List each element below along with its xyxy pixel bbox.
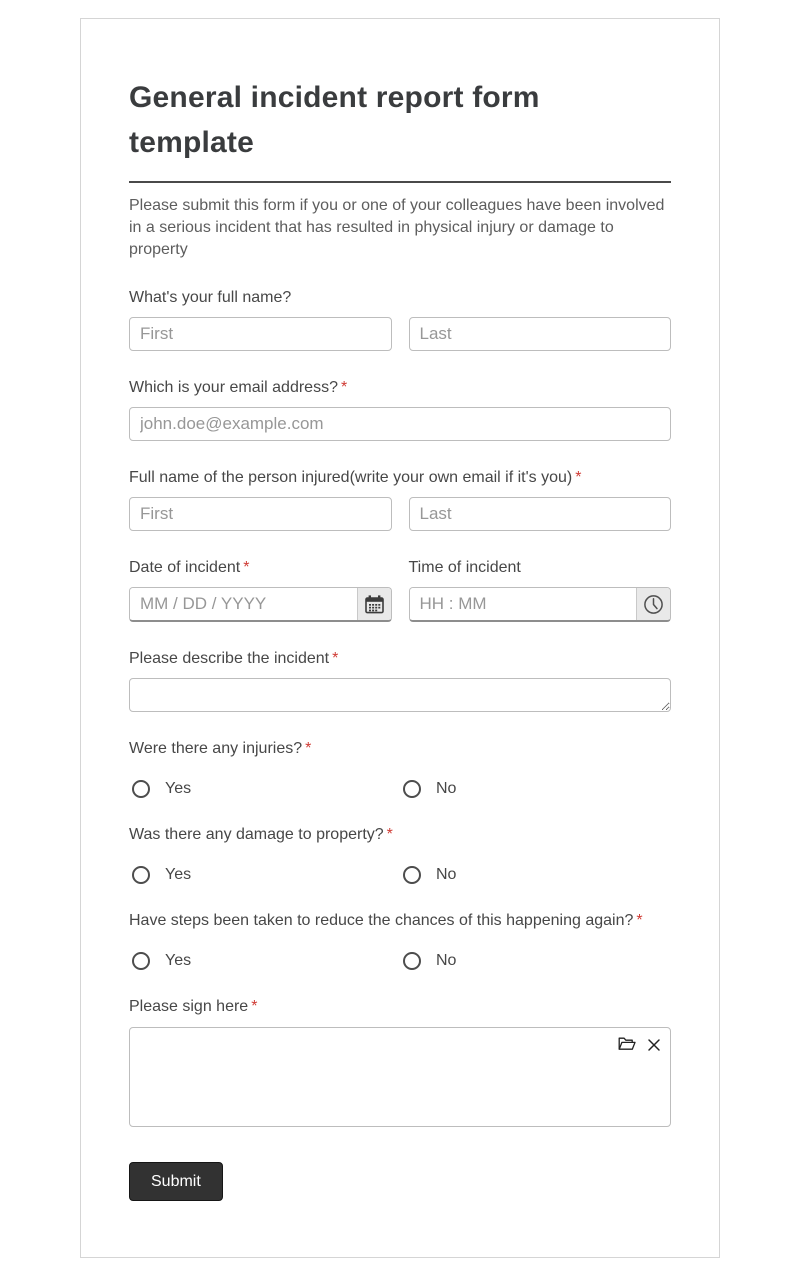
form-card [80, 18, 720, 1258]
time-field [409, 587, 672, 622]
steps-no-radio[interactable]: No [400, 952, 671, 970]
required-asterisk: * [305, 740, 312, 757]
required-asterisk: * [636, 912, 643, 929]
date-field [129, 587, 392, 622]
signature-label: Please sign here * [129, 998, 258, 1015]
injured-first-input[interactable] [129, 497, 392, 531]
full-name-label: What's your full name? [129, 289, 292, 306]
time-picker-button[interactable] [636, 588, 670, 620]
required-asterisk: * [386, 826, 393, 843]
question-signature [129, 997, 671, 1127]
question-email [129, 378, 671, 441]
required-asterisk: * [340, 379, 348, 396]
signature-pad[interactable] [129, 1027, 671, 1127]
radio-circle-icon [403, 952, 421, 970]
clock-icon [643, 594, 664, 615]
question-full-name [129, 288, 671, 351]
question-damage [129, 825, 671, 884]
date-label: Date of incident * [129, 559, 250, 576]
form-description: Please submit this form if you or one of your colleagues have been involved in a serious incident that has resulted in physical injury or damage to property [129, 197, 665, 258]
injuries-label: Were there any injuries? * [129, 740, 312, 757]
question-injuries [129, 739, 671, 798]
full-name-first-input[interactable] [129, 317, 392, 351]
radio-circle-icon [403, 780, 421, 798]
radio-circle-icon [132, 952, 150, 970]
steps-yes-radio[interactable]: Yes [129, 952, 400, 970]
injuries-no-radio[interactable]: No [400, 780, 671, 798]
damage-label: Was there any damage to property? * [129, 826, 393, 843]
date-picker-button[interactable] [357, 588, 391, 620]
time-input[interactable] [410, 588, 637, 620]
required-asterisk: * [243, 559, 250, 576]
submit-button[interactable]: Submit [129, 1162, 223, 1201]
question-date-time [129, 558, 671, 622]
full-name-last-input[interactable] [409, 317, 672, 351]
describe-label: Please describe the incident * [129, 650, 339, 667]
describe-textarea[interactable] [129, 678, 671, 712]
injured-last-input[interactable] [409, 497, 672, 531]
email-label: Which is your email address? * [129, 379, 348, 396]
email-input[interactable] [129, 407, 671, 441]
radio-circle-icon [132, 866, 150, 884]
damage-yes-radio[interactable]: Yes [129, 866, 400, 884]
question-describe [129, 649, 671, 712]
open-folder-icon[interactable] [618, 1037, 636, 1052]
title-divider [129, 181, 671, 183]
required-asterisk: * [575, 469, 582, 486]
steps-label: Have steps been taken to reduce the chances of this happening again? * [129, 912, 643, 929]
radio-circle-icon [403, 866, 421, 884]
time-label: Time of incident [408, 559, 521, 576]
injured-name-label: Full name of the person injured(write your own email if it's you) * [129, 469, 582, 486]
page-title: General incident report form template [129, 81, 540, 159]
question-injured-name [129, 468, 671, 531]
required-asterisk: * [332, 650, 339, 667]
date-input[interactable] [130, 588, 357, 620]
damage-no-radio[interactable]: No [400, 866, 671, 884]
calendar-icon [365, 595, 384, 614]
clear-icon[interactable] [647, 1038, 661, 1052]
radio-circle-icon [132, 780, 150, 798]
question-steps [129, 911, 671, 970]
injuries-yes-radio[interactable]: Yes [129, 780, 400, 798]
required-asterisk: * [251, 998, 258, 1015]
